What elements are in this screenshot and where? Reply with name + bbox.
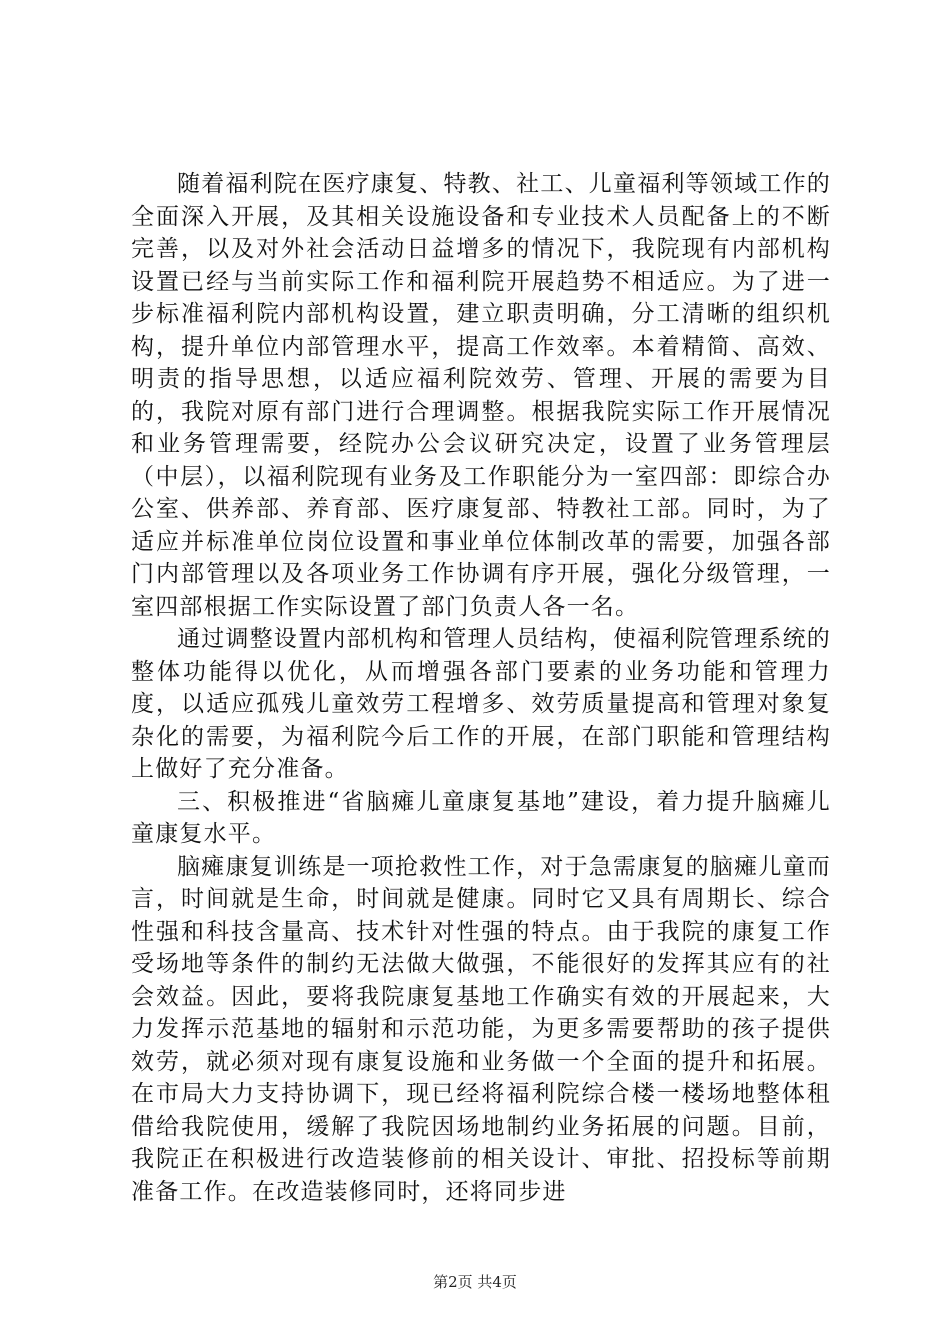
paragraph-2: 通过调整设置内部机构和管理人员结构，使福利院管理系统的整体功能得以优化，从而增强各部门要素的业务功能和管理力度，以适应孤残儿童效劳工程增多、效劳质量提高和管理对象复杂化的需要，为福利院今后工作的开展，在部门职能和管理结构上做好了充分准备。 — [131, 626, 831, 782]
section-heading-3: 三、积极推进“省脑瘫儿童康复基地”建设，着力提升脑瘫儿童康复水平。 — [131, 788, 831, 847]
document-body — [131, 168, 831, 1208]
paragraph-4: 脑瘫康复训练是一项抢救性工作，对于急需康复的脑瘫儿童而言，时间就是生命，时间就是健康。同时它又具有周期长、综合性强和科技含量高、技术针对性强的特点。由于我院的康复工作受场地等条件的制约无法做大做强，不能很好的发挥其应有的社会效益。因此，要将我院康复基地工作确实有效的开展起来，大力发挥示范基地的辐射和示范功能，为更多需要帮助的孩子提供效劳，就必须对现有康复设施和业务做一个全面的提升和拓展。在市局大力支持协调下，现已经将福利院综合楼一楼场地整体租借给我院使用，缓解了我院因场地制约业务拓展的问题。目前，我院正在积极进行改造装修前的相关设计、审批、招投标等前期准备工作。在改造装修同时，还将同步进 — [131, 853, 831, 1205]
page-footer: 第2页 共4页 — [433, 1273, 517, 1291]
paragraph-1: 随着福利院在医疗康复、特教、社工、儿童福利等领域工作的全面深入开展，及其相关设施设备和专业技术人员配备上的不断完善，以及对外社会活动日益增多的情况下，我院现有内部机构设置已经与当前实际工作和福利院开展趋势不相适应。为了进一步标准福利院内部机构设置，建立职责明确，分工清晰的组织机构，提升单位内部管理水平，提高工作效率。本着精简、高效、明责的指导思想，以适应福利院效劳、管理、开展的需要为目的，我院对原有部门进行合理调整。根据我院实际工作开展情况和业务管理需要，经院办公会议研究决定，设置了业务管理层（中层），以福利院现有业务及工作职能分为一室四部：即综合办公室、供养部、养育部、医疗康复部、特教社工部。同时，为了适应并标准单位岗位设置和事业单位体制改革的需要，加强各部门内部管理以及各项业务工作协调有序开展，强化分级管理，一室四部根据工作实际设置了部门负责人各一名。 — [131, 171, 831, 620]
